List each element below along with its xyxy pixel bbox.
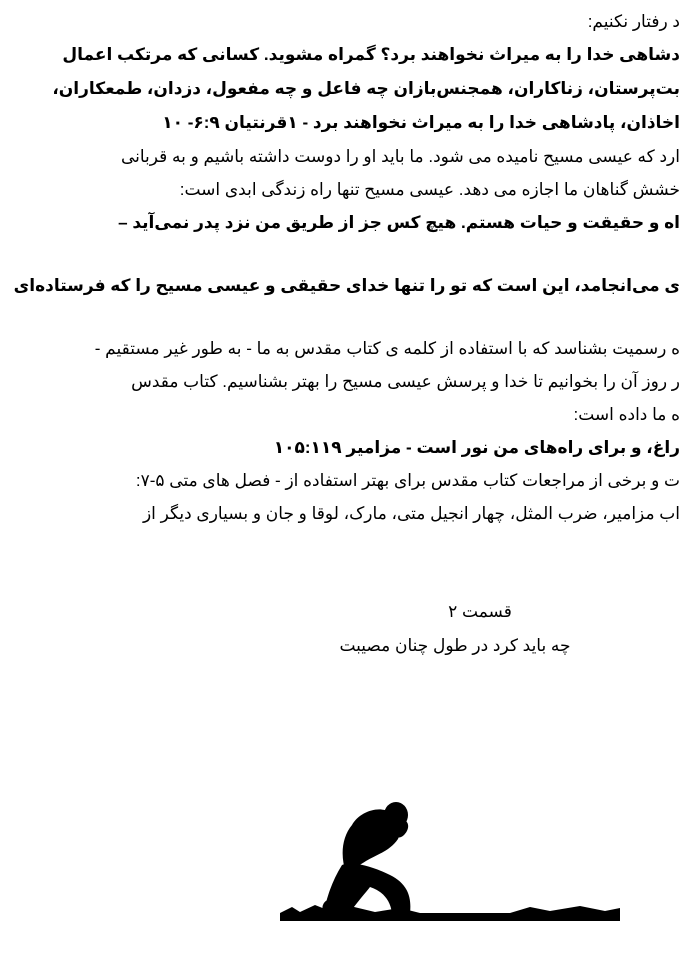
- text-line-13: ت و برخی از مراجعات کتاب مقدس برای بهتر استفاده از - فصل های متی ۵-۷:: [135, 471, 680, 490]
- text-line-9: ه رسمیت بشناسد که با استفاده از کلمه ی کتاب مقدس به ما - به طور غیر مستقیم -: [94, 339, 680, 358]
- text-line-10: ر روز آن را بخوانیم تا خدا و پرسش عیسی مسیح را بهتر بشناسیم. کتاب مقدس: [131, 372, 680, 391]
- section-number: قسمت ۲: [448, 602, 512, 621]
- text-line-4: اخاذان، پادشاهی خدا را به میراث نخواهند برد - ۱قرنتیان ۶:۹- ۱۰: [162, 113, 680, 132]
- text-line-1: د رفتار نکنیم:: [587, 12, 680, 31]
- section-title: چه باید کرد در طول چنان مصیبت: [339, 636, 571, 655]
- torso: [343, 809, 400, 873]
- text-line-2: دشاهی خدا را به میراث نخواهند برد؟ گمراه مشوید. کسانی که مرتکب اعمال: [62, 45, 680, 64]
- text-line-14: اب مزامیر، ضرب المثل، چهار انجیل متی، مارک، لوقا و جان و بسیاری دیگر از: [142, 504, 680, 523]
- text-line-3: بت‌پرستان، زناکاران، همجنس‌بازان چه فاعل و چه مفعول، دزدان، طمعکاران،: [52, 79, 680, 98]
- ground-shadow: [280, 913, 620, 921]
- text-line-11: ه ما داده است:: [573, 405, 680, 424]
- text-line-7: اه و حقیقت و حیات هستم. هیچ کس جز از طریق من نزد پدر نمی‌آید –: [118, 213, 680, 232]
- kneeling-praying-man-silhouette-icon: [280, 795, 620, 930]
- text-line-5: ارد که عیسی مسیح نامیده می شود. ما باید او را دوست داشته باشیم و به قربانی: [120, 147, 680, 166]
- text-line-6: خشش گناهان ما اجازه می دهد. عیسی مسیح تنها راه زندگی ابدی است:: [179, 180, 680, 199]
- text-line-8: ی می‌انجامد، این است که تو را تنها خدای حقیقی و عیسی مسیح را که فرستاده‌ای: [13, 276, 680, 295]
- text-line-12: راغ، و برای راه‌های من نور است - مزامیر ۱۰۵:۱۱۹: [273, 438, 680, 457]
